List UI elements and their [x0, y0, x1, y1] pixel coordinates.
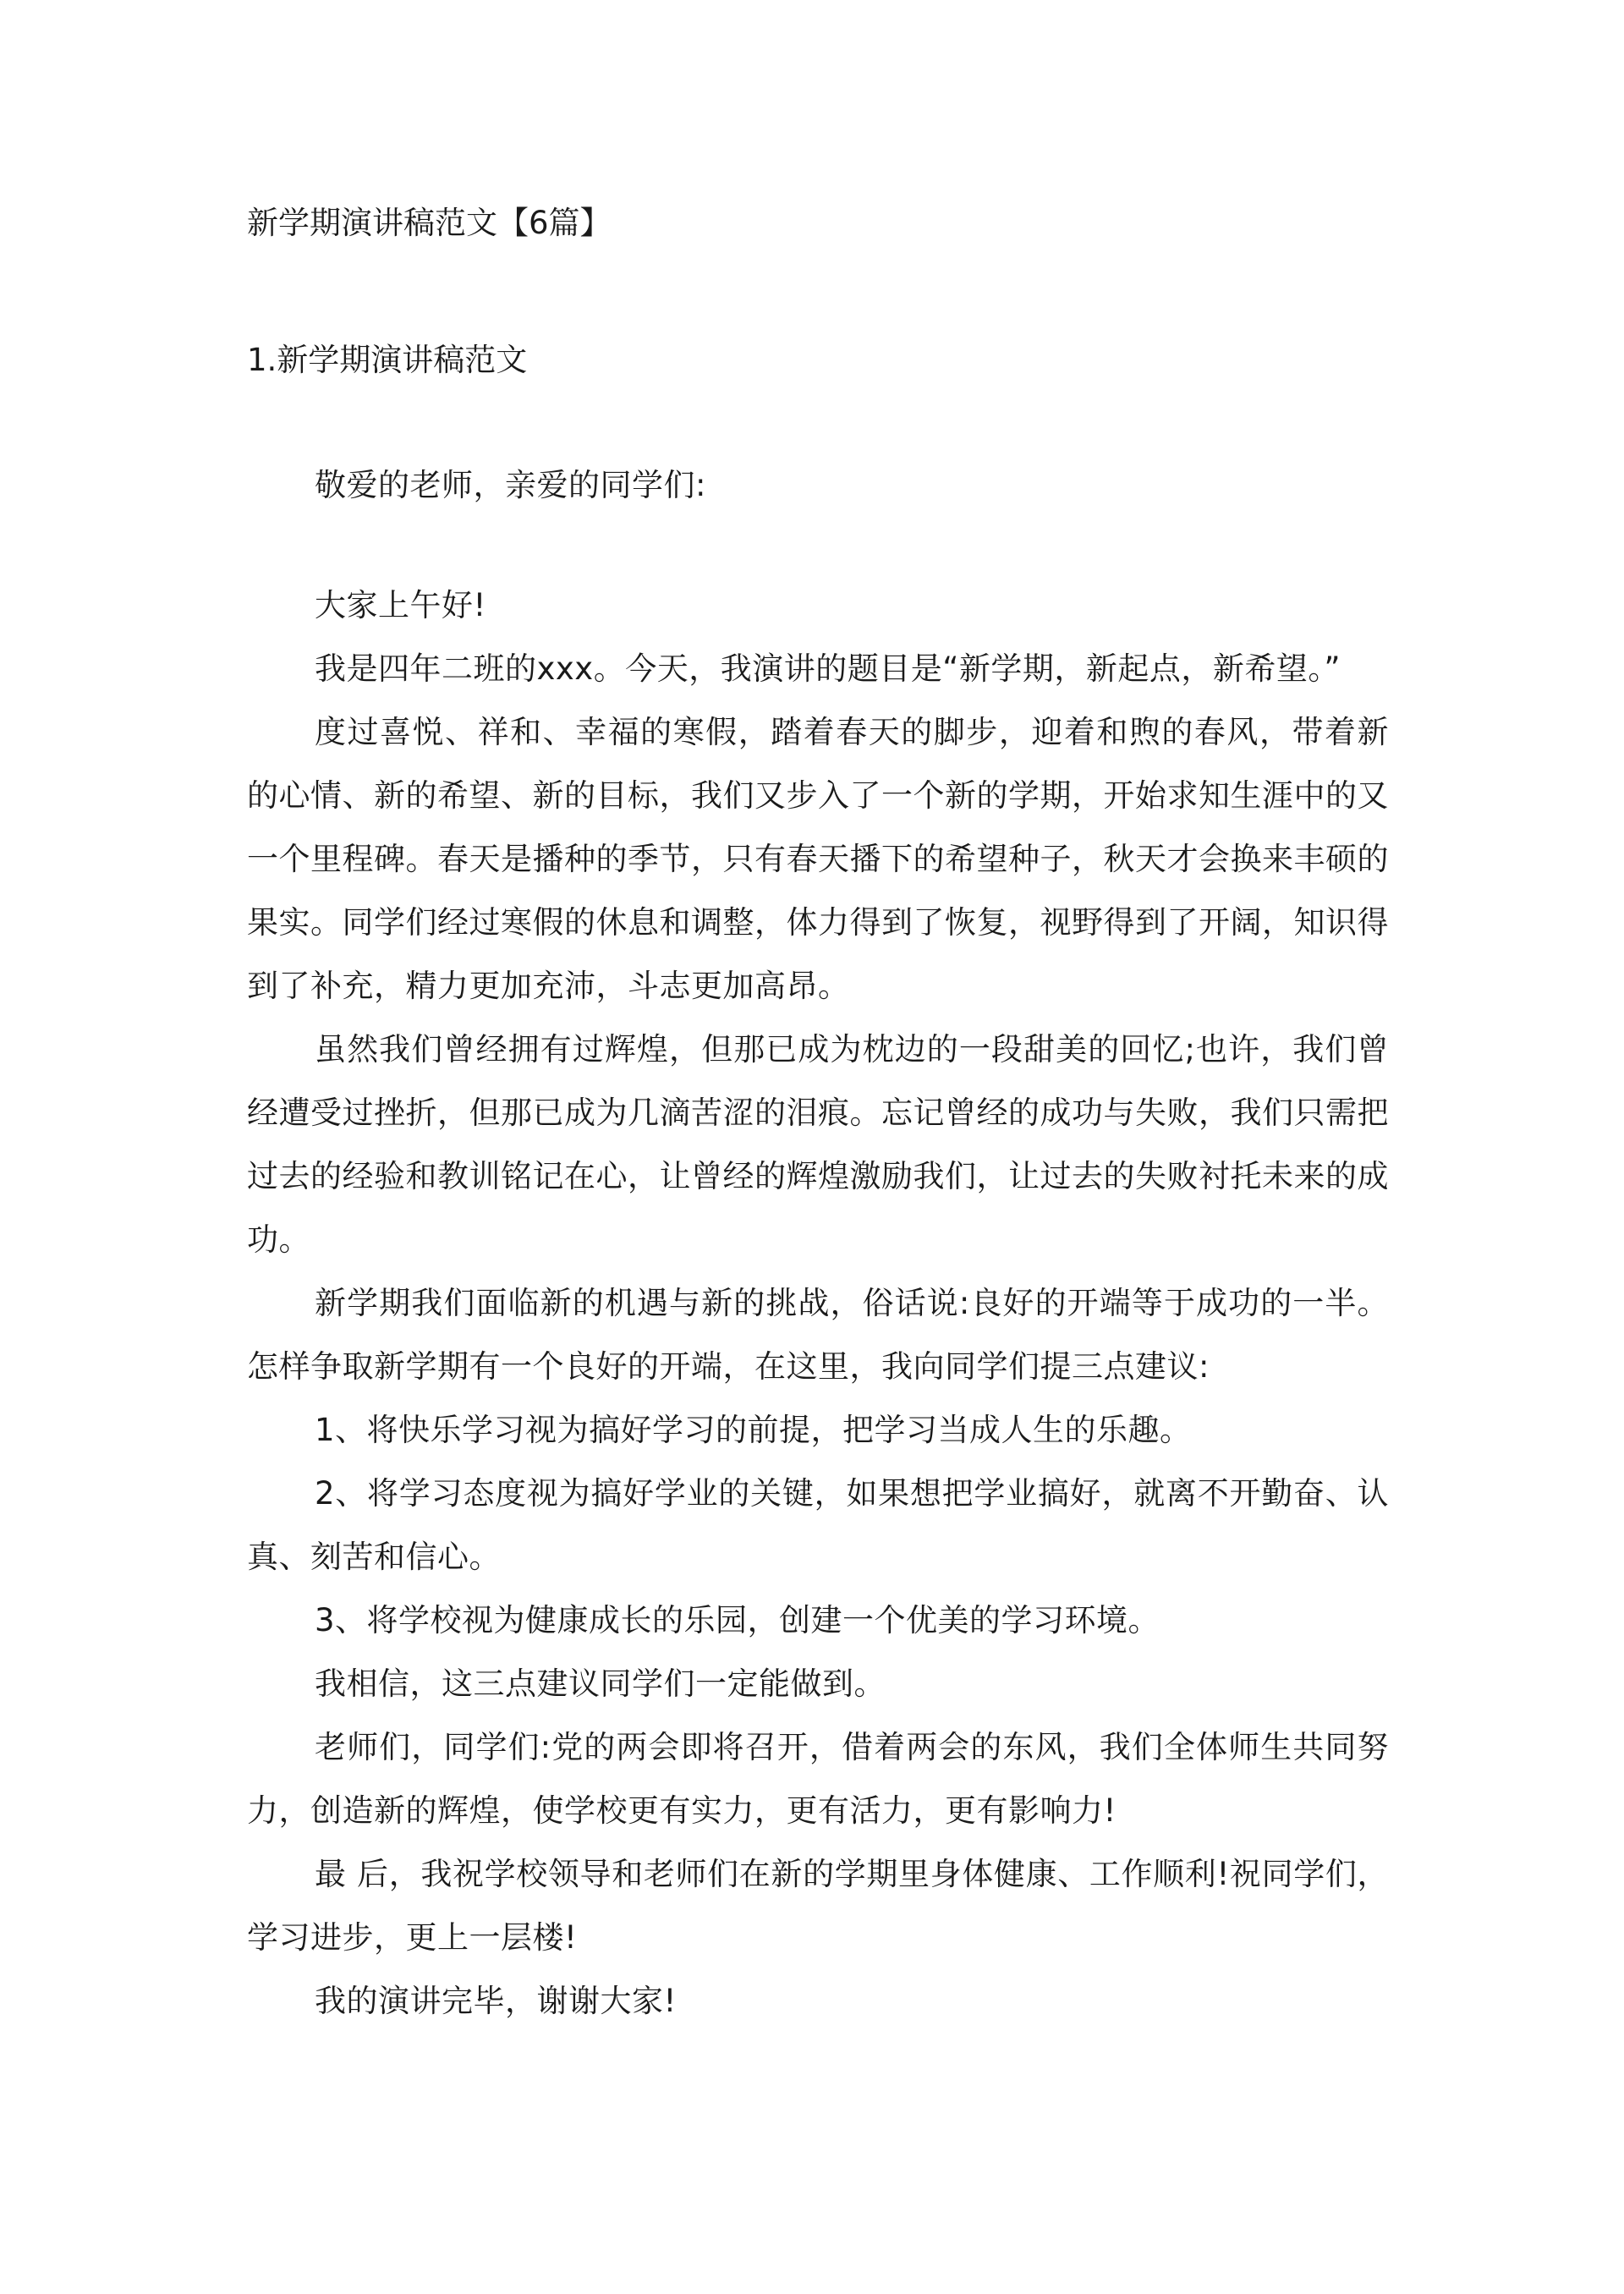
- paragraph-closing: 我的演讲完毕，谢谢大家!: [315, 1983, 677, 2019]
- paragraph: 老师们，同学们:党的两会即将召开，借着两会的东风，我们全体师生共同努力，创造新的辉煌，使学校更有实力，更有活力，更有影响力!: [247, 1729, 1389, 1829]
- paragraph: 度过喜悦、祥和、幸福的寒假，踏着春天的脚步，迎着和煦的春风，带着新的心情、新的希望、新的目标，我们又步入了一个新的学期，开始求知生涯中的又一个里程碑。春天是播种的季节，只有春天播下的希望种子，秋天才会换来丰硕的果实。同学们经过寒假的休息和调整，体力得到了恢复，视野得到了开阔，知识得到了补充，精力更加充沛，斗志更加高昂。: [247, 714, 1389, 1004]
- list-item: 2、将学习态度视为搞好学业的关键，如果想把学业搞好，就离不开勤奋、认真、刻苦和信心。: [247, 1475, 1389, 1575]
- list-item: 1、将快乐学习视为搞好学习的前提，把学习当成人生的乐趣。: [315, 1412, 1192, 1448]
- paragraph: 最 后，我祝学校领导和老师们在新的学期里身体健康、工作顺利!祝同学们，学习进步，更上一层楼!: [247, 1856, 1389, 1956]
- document-body: [247, 453, 1389, 2033]
- list-item: 3、将学校视为健康成长的乐园，创建一个优美的学习环境。: [315, 1602, 1160, 1638]
- paragraph: 大家上午好!: [315, 587, 486, 623]
- document-title: 新学期演讲稿范文【6篇】: [247, 205, 612, 241]
- paragraph: 我是四年二班的xxx。今天，我演讲的题目是“新学期，新起点，新希望。”: [315, 650, 1341, 687]
- section-heading: 1.新学期演讲稿范文: [247, 342, 528, 378]
- paragraph: 新学期我们面临新的机遇与新的挑战，俗话说:良好的开端等于成功的一半。怎样争取新学期有一个良好的开端，在这里，我向同学们提三点建议:: [247, 1285, 1389, 1385]
- paragraph-salutation: 敬爱的老师，亲爱的同学们:: [315, 467, 706, 503]
- paragraph: 我相信，这三点建议同学们一定能做到。: [315, 1666, 886, 1702]
- paragraph: 虽然我们曾经拥有过辉煌，但那已成为枕边的一段甜美的回忆;也许，我们曾经遭受过挫折，但那已成为几滴苦涩的泪痕。忘记曾经的成功与失败，我们只需把过去的经验和教训铭记在心，让曾经的辉煌激励我们，让过去的失败衬托未来的成功。: [247, 1031, 1389, 1258]
